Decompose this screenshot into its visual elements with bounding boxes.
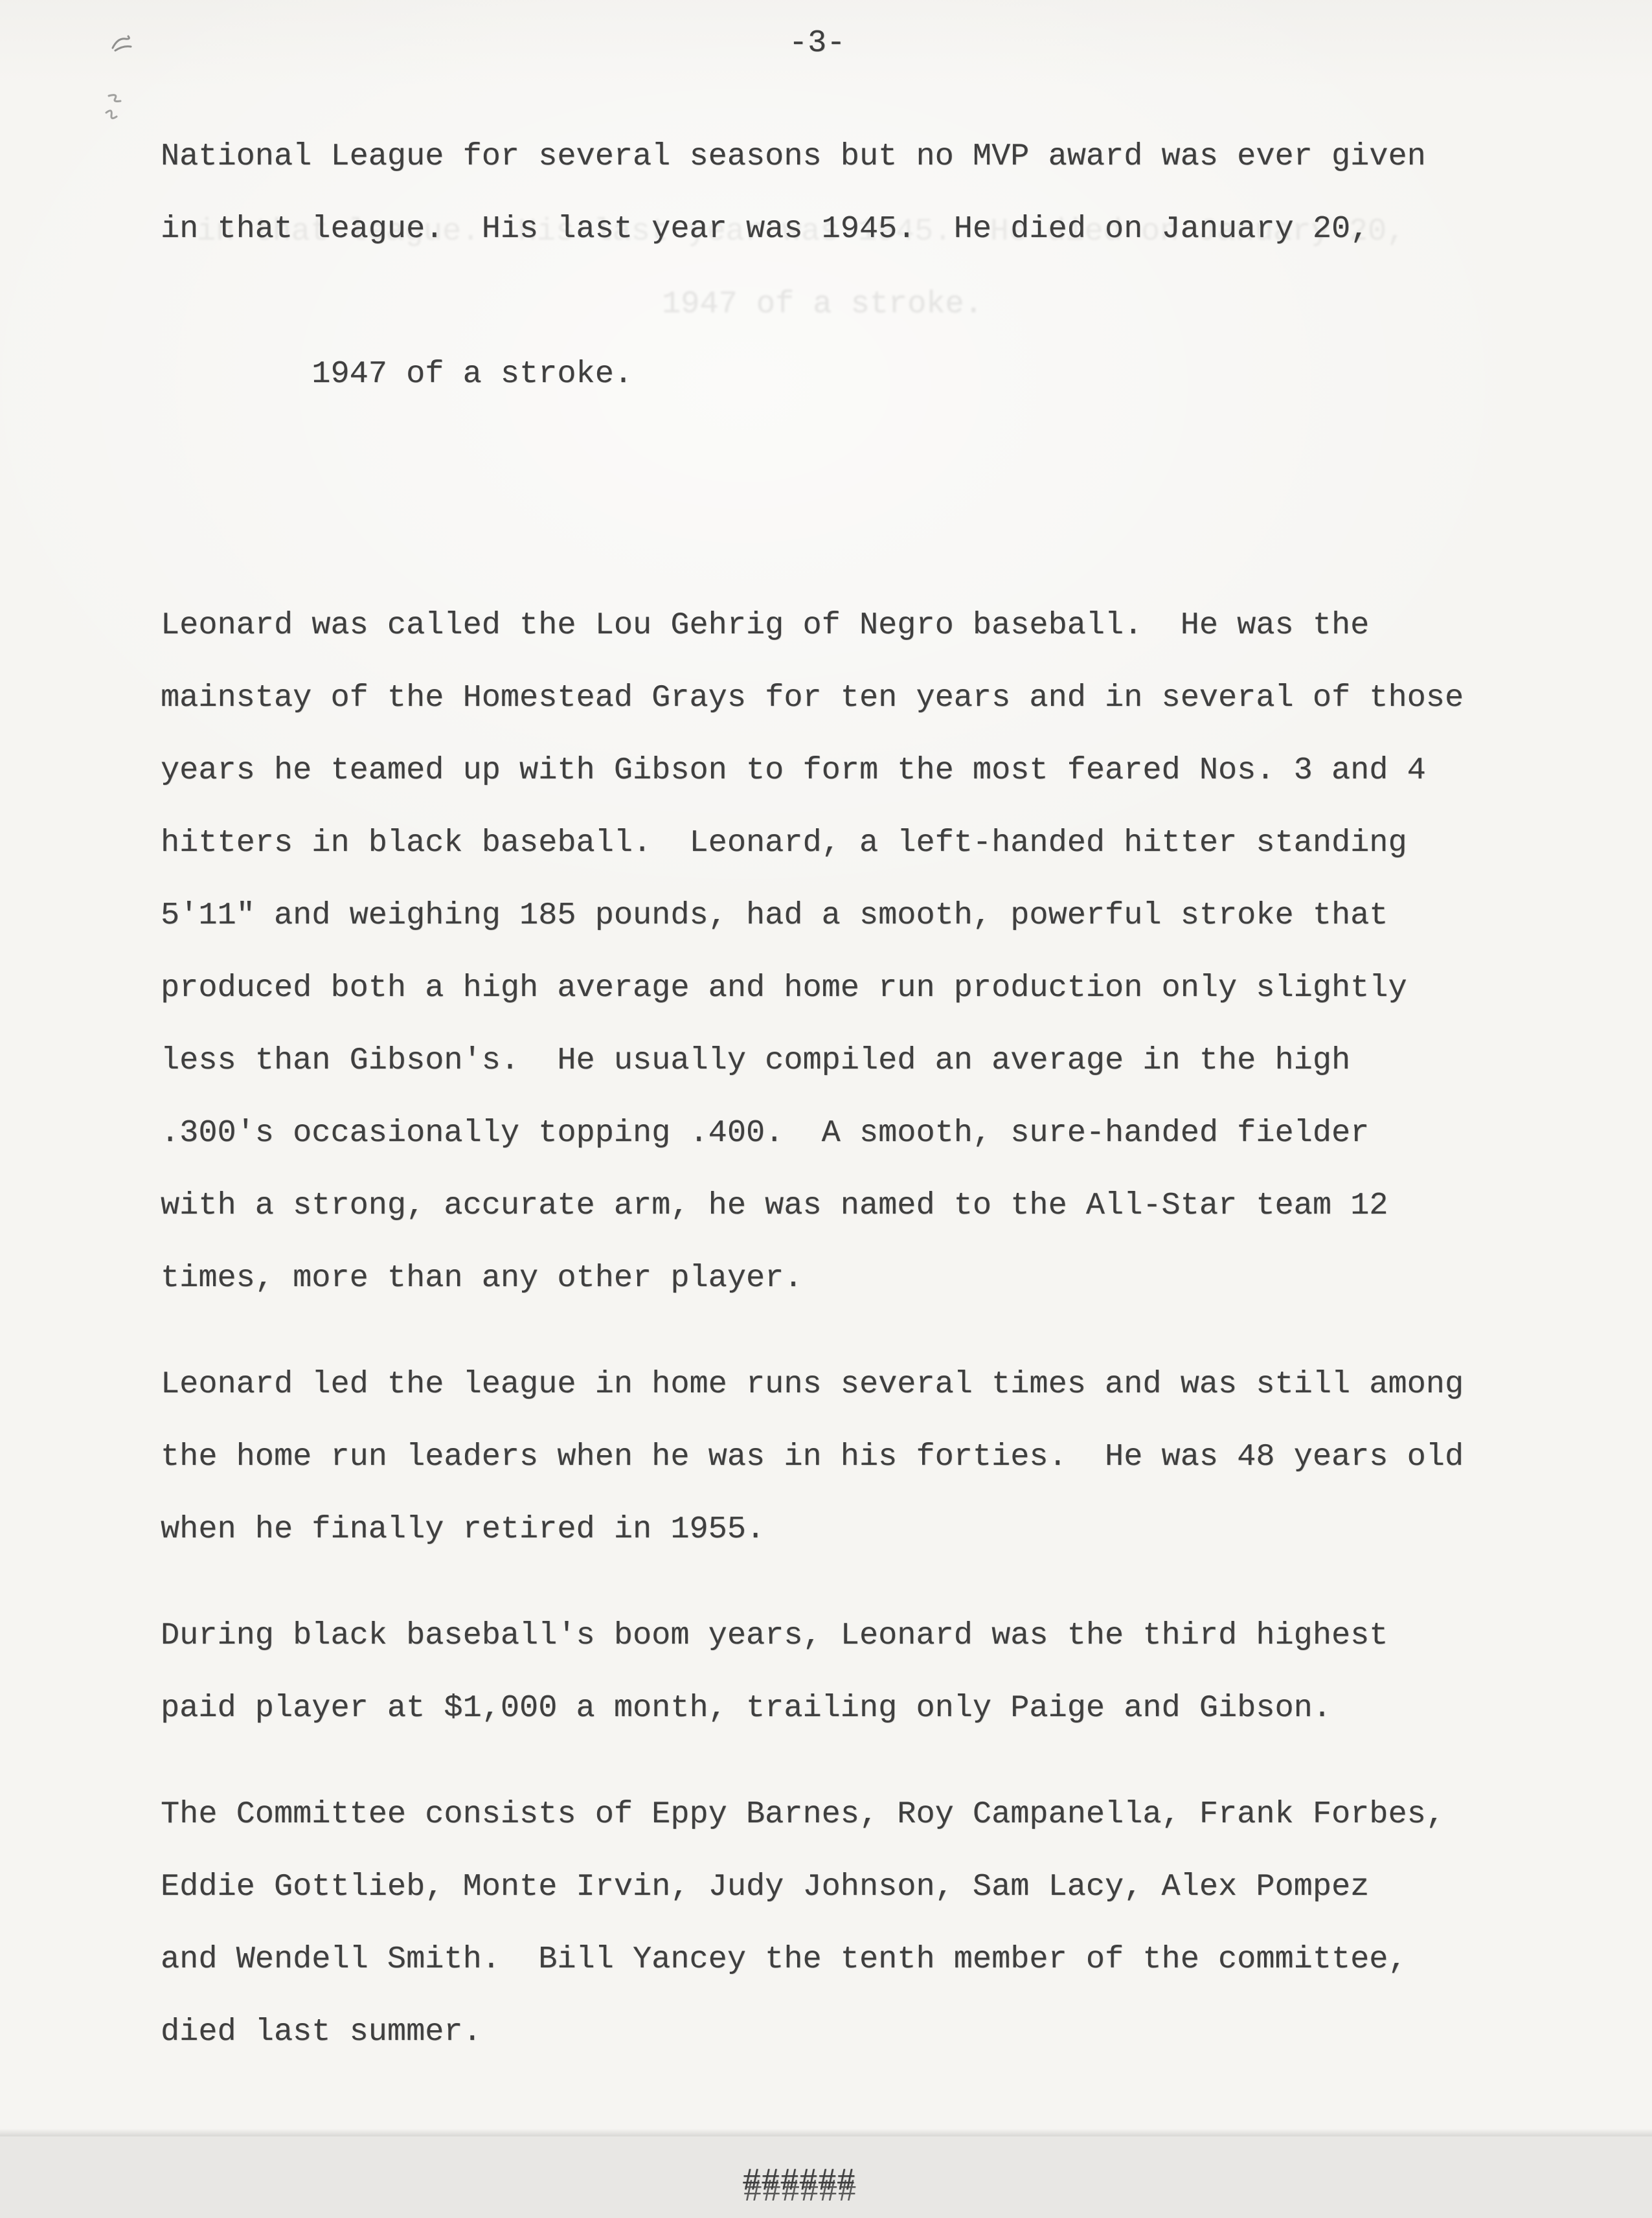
paragraph-5 <box>161 1778 1652 2068</box>
text-line: years he teamed up with Gibson to form the most feared Nos. 3 and 4 <box>161 753 1426 788</box>
text-line: .300's occasionally topping .400. A smooth, sure-handed fielder <box>161 1115 1370 1151</box>
text-line: with a strong, accurate arm, he was named to the All-Star team 12 <box>161 1188 1388 1223</box>
text-line: mainstay of the Homestead Grays for ten years and in several of those <box>161 680 1464 716</box>
text-line: National League for several seasons but no MVP award was ever given <box>161 139 1426 174</box>
paragraph-2 <box>161 589 1652 1315</box>
text-line: times, more than any other player. <box>161 1260 803 1296</box>
text-line: 5'11" and weighing 185 pounds, had a smooth, powerful stroke that <box>161 898 1388 933</box>
text-line <box>161 266 1652 556</box>
carbon-ghost-text: 1947 of a stroke. <box>662 286 983 322</box>
text-line: in that league. His last year was 1945. He died on January 20, <box>161 211 1370 247</box>
text-line: and Wendell Smith. Bill Yancey the tenth member of the committee, <box>161 1941 1407 1977</box>
text-line: the home run leaders when he was in his forties. He was 48 years old <box>161 1439 1464 1475</box>
text-line-text: 1947 of a stroke. <box>311 356 633 392</box>
text-line: when he finally retired in 1955. <box>161 1511 765 1547</box>
text-line: The Committee consists of Eppy Barnes, Roy Campanella, Frank Forbes, <box>161 1796 1445 1832</box>
text-line: Leonard was called the Lou Gehrig of Negro baseball. He was the <box>161 607 1370 643</box>
text-line: Leonard led the league in home runs several times and was still among <box>161 1366 1464 1402</box>
end-marker: ###### <box>742 2164 855 2199</box>
text-line: paid player at $1,000 a month, trailing only Paige and Gibson. <box>161 1690 1331 1726</box>
text-line: died last summer. <box>161 2014 482 2050</box>
text-line: less than Gibson's. He usually compiled an average in the high <box>161 1043 1351 1078</box>
text-line: produced both a high average and home run production only slightly <box>161 970 1407 1006</box>
paragraph-4 <box>161 1600 1652 1745</box>
paragraph-3 <box>161 1348 1652 1566</box>
paragraph-1 <box>161 120 1652 556</box>
text-line: During black baseball's boom years, Leonard was the third highest <box>161 1618 1388 1653</box>
page-number: -3- <box>789 25 846 61</box>
text-line: Eddie Gottlieb, Monte Irvin, Judy Johnson, Sam Lacy, Alex Pompez <box>161 1869 1370 1905</box>
text-line: hitters in black baseball. Leonard, a left-handed hitter standing <box>161 825 1407 861</box>
